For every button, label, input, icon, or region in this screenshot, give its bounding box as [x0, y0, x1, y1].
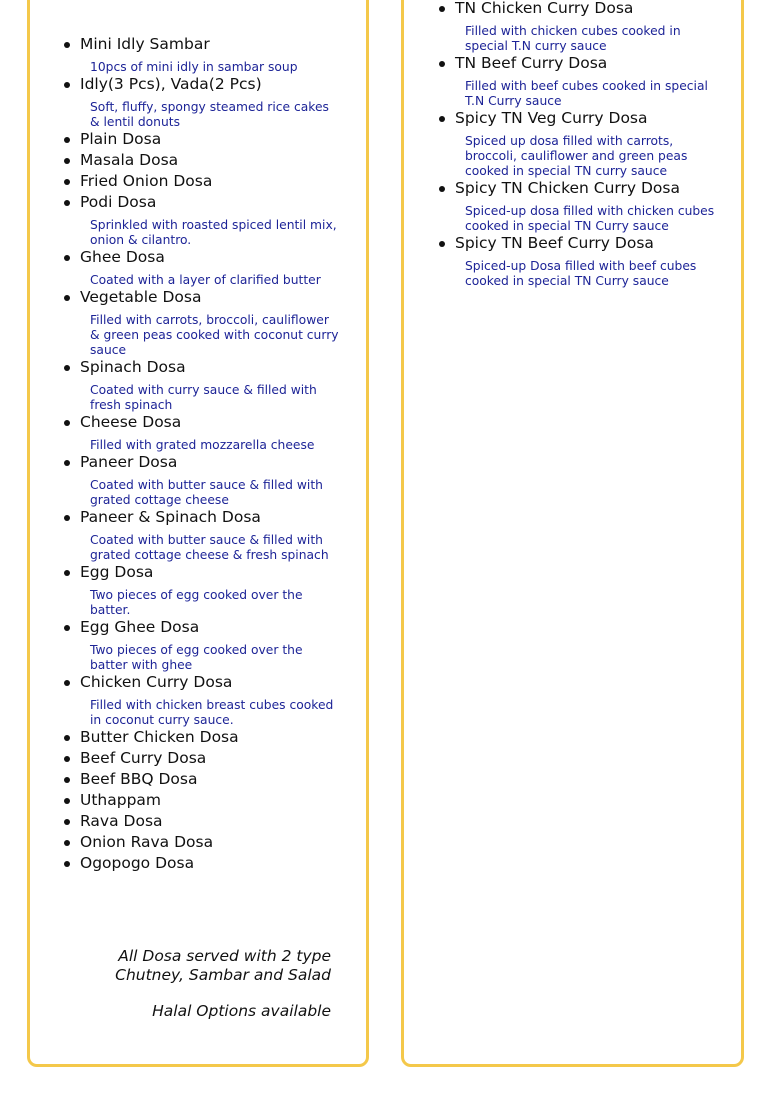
- item-description: Filled with grated mozzarella cheese: [90, 438, 315, 452]
- item-name: TN Chicken Curry Dosa: [455, 0, 717, 19]
- menu-item: [80, 192, 340, 248]
- item-name: Masala Dosa: [80, 150, 340, 171]
- item-description: Coated with curry sauce & filled with fresh spinach: [90, 383, 317, 412]
- menu-card-right: [401, 0, 744, 1067]
- menu-item: [80, 617, 340, 673]
- item-name: TN Beef Curry Dosa: [455, 53, 717, 74]
- item-name: Mini Idly Sambar: [80, 34, 340, 55]
- item-name: Uthappam: [80, 790, 340, 811]
- menu-item: [80, 507, 340, 563]
- menu-item: [80, 412, 340, 453]
- item-name: Idly(3 Pcs), Vada(2 Pcs): [80, 74, 340, 95]
- item-name: Vegetable Dosa: [80, 287, 340, 308]
- item-name: Ghee Dosa: [80, 247, 340, 268]
- menu-item: [455, 178, 717, 234]
- item-description: Coated with butter sauce & filled with grated cottage cheese & fresh spinach: [90, 533, 329, 562]
- item-description: Spiced-up dosa filled with chicken cubes cooked in special TN Curry sauce: [465, 204, 715, 233]
- item-name: Butter Chicken Dosa: [80, 727, 340, 748]
- item-name: Spicy TN Veg Curry Dosa: [455, 108, 717, 129]
- menu-item: [80, 452, 340, 508]
- halal-note: Halal Options available: [152, 1002, 331, 1020]
- item-name: Spicy TN Chicken Curry Dosa: [455, 178, 717, 199]
- menu-item: [80, 790, 340, 811]
- item-name: Chicken Curry Dosa: [80, 672, 340, 693]
- item-name: Onion Rava Dosa: [80, 832, 340, 853]
- item-name: Spicy TN Beef Curry Dosa: [455, 233, 717, 254]
- menu-item: [80, 171, 340, 192]
- menu-item: [80, 811, 340, 832]
- menu-item: [80, 832, 340, 853]
- menu-item: [80, 562, 340, 618]
- item-description: Filled with chicken breast cubes cooked in coconut curry sauce.: [90, 698, 334, 727]
- item-name: Paneer Dosa: [80, 452, 340, 473]
- menu-item: [455, 233, 717, 289]
- item-description: Sprinkled with roasted spiced lentil mix, onion & cilantro.: [90, 218, 337, 247]
- item-description: Spiced up dosa filled with carrots, broccoli, cauliflower and green peas cooked in special TN curry sauce: [465, 134, 688, 178]
- item-name: Cheese Dosa: [80, 412, 340, 433]
- item-description: Two pieces of egg cooked over the batter.: [90, 588, 303, 617]
- menu-item: [80, 287, 340, 358]
- item-description: Filled with chicken cubes cooked in special T.N curry sauce: [465, 24, 681, 53]
- menu-item: [80, 247, 340, 288]
- menu-item: [80, 672, 340, 728]
- item-name: Podi Dosa: [80, 192, 340, 213]
- item-name: Beef BBQ Dosa: [80, 769, 340, 790]
- menu-list-left: [80, 34, 340, 874]
- item-description: Soft, fluffy, spongy steamed rice cakes & lentil donuts: [90, 100, 329, 129]
- menu-item: [80, 748, 340, 769]
- dosa-served-note: All Dosa served with 2 type Chutney, Sambar and Salad: [115, 947, 331, 984]
- item-name: Egg Ghee Dosa: [80, 617, 340, 638]
- item-name: Paneer & Spinach Dosa: [80, 507, 340, 528]
- menu-item: [80, 150, 340, 171]
- menu-item: [455, 108, 717, 179]
- item-name: Fried Onion Dosa: [80, 171, 340, 192]
- item-name: Plain Dosa: [80, 129, 340, 150]
- item-name: Egg Dosa: [80, 562, 340, 583]
- menu-item: [80, 34, 340, 75]
- item-description: Two pieces of egg cooked over the batter with ghee: [90, 643, 303, 672]
- menu-item: [455, 0, 717, 54]
- item-description: Filled with beef cubes cooked in special T.N Curry sauce: [465, 79, 708, 108]
- menu-list-right: [455, 0, 717, 288]
- item-description: Coated with butter sauce & filled with grated cottage cheese: [90, 478, 323, 507]
- menu-item: [80, 769, 340, 790]
- item-name: Ogopogo Dosa: [80, 853, 340, 874]
- item-description: Coated with a layer of clarified butter: [90, 273, 321, 287]
- item-description: 10pcs of mini idly in sambar soup: [90, 60, 298, 74]
- item-name: Rava Dosa: [80, 811, 340, 832]
- menu-item: [80, 727, 340, 748]
- item-description: Spiced-up Dosa filled with beef cubes cooked in special TN Curry sauce: [465, 259, 697, 288]
- menu-item: [80, 853, 340, 874]
- item-name: Spinach Dosa: [80, 357, 340, 378]
- menu-item: [80, 129, 340, 150]
- menu-item: [80, 357, 340, 413]
- item-name: Beef Curry Dosa: [80, 748, 340, 769]
- item-description: Filled with carrots, broccoli, cauliflower & green peas cooked with coconut curry sauce: [90, 313, 339, 357]
- menu-card-left: [27, 0, 369, 1067]
- menu-item: [455, 53, 717, 109]
- menu-item: [80, 74, 340, 130]
